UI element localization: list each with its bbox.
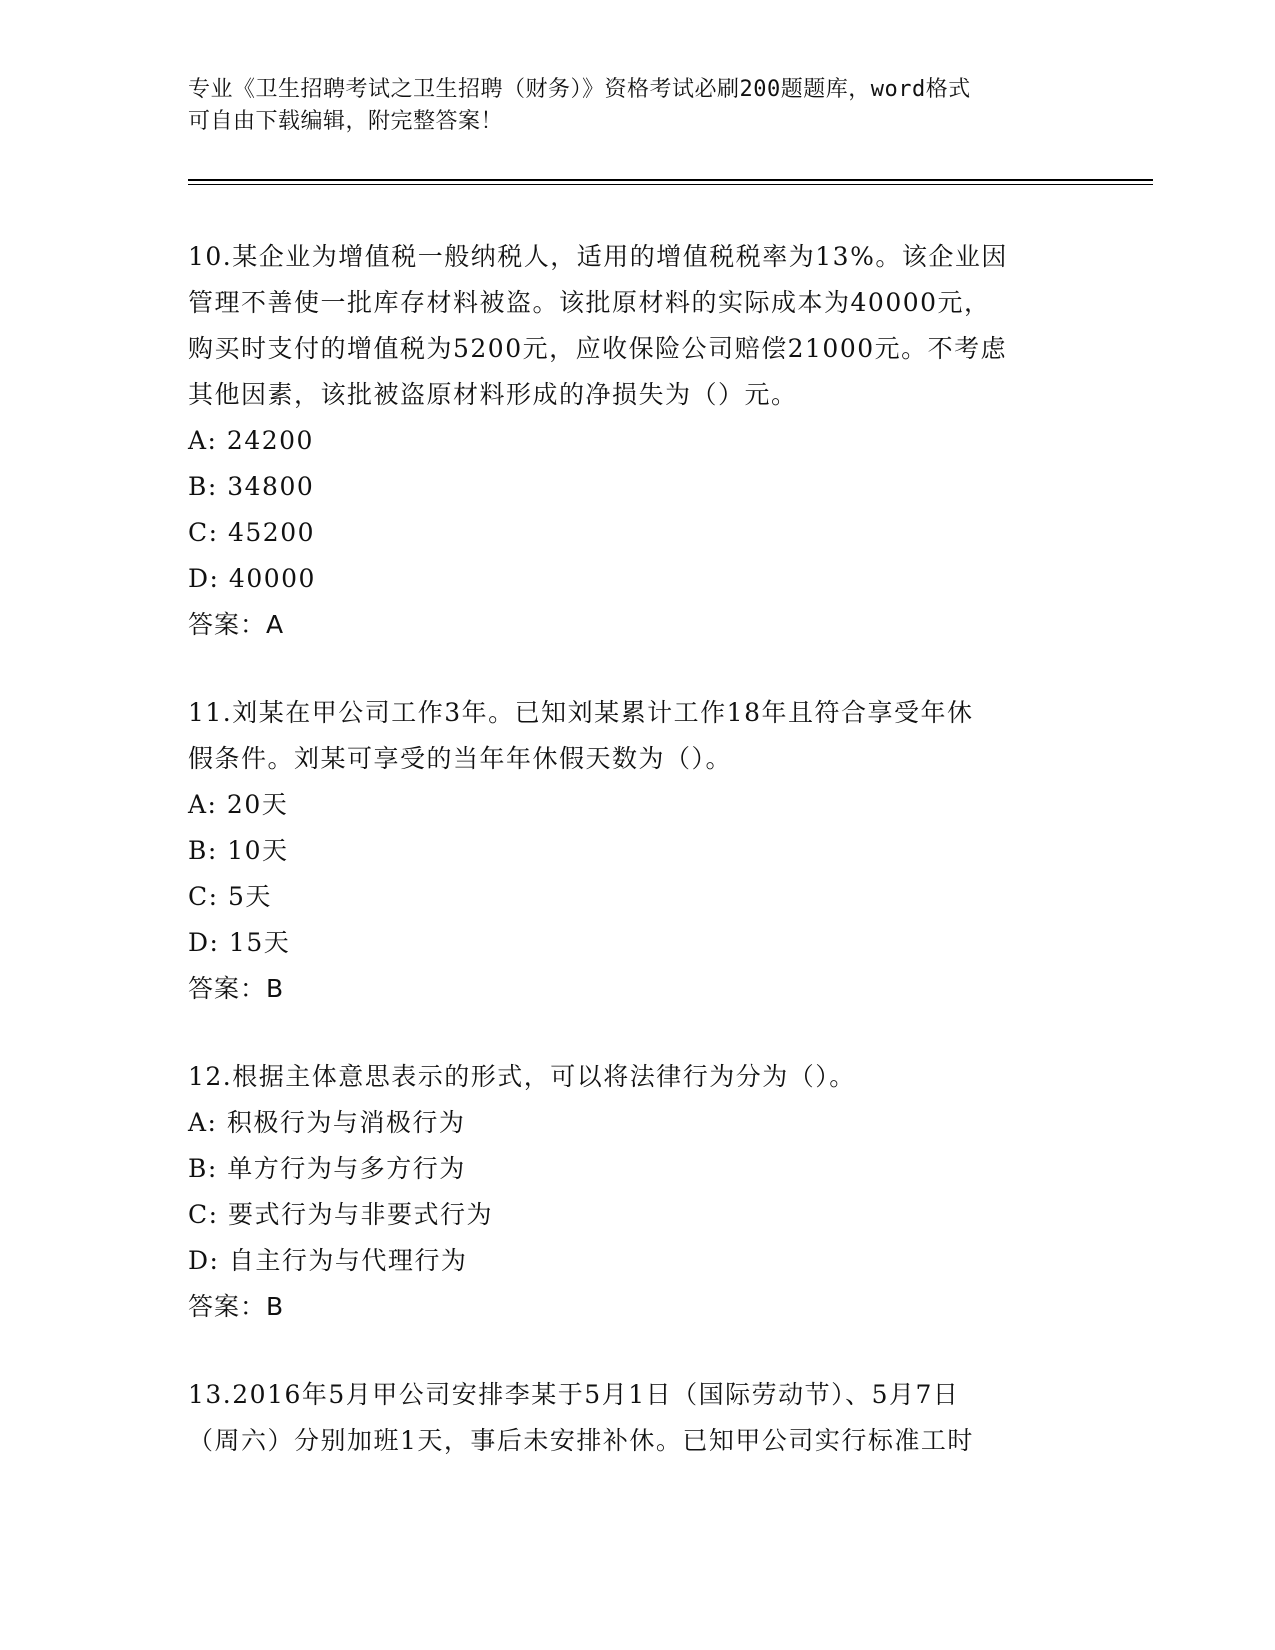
question-stem-line: 购买时支付的增值税为5200元，应收保险公司赔偿21000元。不考虑	[188, 334, 1008, 363]
option-b: B: 34800	[188, 472, 315, 501]
answer-label: 答案：B	[188, 1292, 285, 1321]
header-divider-thin	[188, 184, 1153, 185]
option-a: A: 积极行为与消极行为	[188, 1108, 466, 1137]
option-c: C: 5天	[188, 882, 272, 911]
header-line-2: 可自由下载编辑，附完整答案！	[188, 109, 504, 134]
question-stem-line: （周六）分别加班1天，事后未安排补休。已知甲公司实行标准工时	[188, 1426, 974, 1455]
option-c: C: 45200	[188, 518, 316, 547]
option-b: B: 10天	[188, 836, 289, 865]
question-stem-line: 13.2016年5月甲公司安排李某于5月1日（国际劳动节）、5月7日	[188, 1380, 960, 1409]
question-11	[188, 690, 1083, 1012]
option-a: A: 20天	[188, 790, 289, 819]
header-line-1: 专业《卫生招聘考试之卫生招聘（财务）》资格考试必刷200题题库，word格式	[188, 77, 971, 102]
question-10	[188, 234, 1083, 648]
question-stem-line: 10.某企业为增值税一般纳税人，适用的增值税税率为13%。该企业因	[188, 242, 1008, 271]
option-b: B: 单方行为与多方行为	[188, 1154, 466, 1183]
question-stem-line: 管理不善使一批库存材料被盗。该批原材料的实际成本为40000元，	[188, 288, 991, 317]
option-d: D: 自主行为与代理行为	[188, 1246, 468, 1275]
header-divider-thick	[188, 179, 1153, 181]
question-12	[188, 1054, 1083, 1330]
question-stem-line: 12.根据主体意思表示的形式，可以将法律行为分为（）。	[188, 1062, 856, 1091]
option-d: D: 40000	[188, 564, 316, 593]
question-stem-line: 假条件。刘某可享受的当年年休假天数为（）。	[188, 744, 733, 773]
question-stem-line: 其他因素，该批被盗原材料形成的净损失为（）元。	[188, 380, 798, 409]
option-c: C: 要式行为与非要式行为	[188, 1200, 493, 1229]
option-a: A: 24200	[188, 426, 314, 455]
document-header	[188, 74, 1088, 138]
option-d: D: 15天	[188, 928, 291, 957]
question-stem-line: 11.刘某在甲公司工作3年。已知刘某累计工作18年且符合享受年休	[188, 698, 974, 727]
answer-label: 答案：B	[188, 974, 285, 1003]
answer-label: 答案：A	[188, 610, 285, 639]
question-13	[188, 1372, 1083, 1464]
question-list	[188, 234, 1083, 1464]
